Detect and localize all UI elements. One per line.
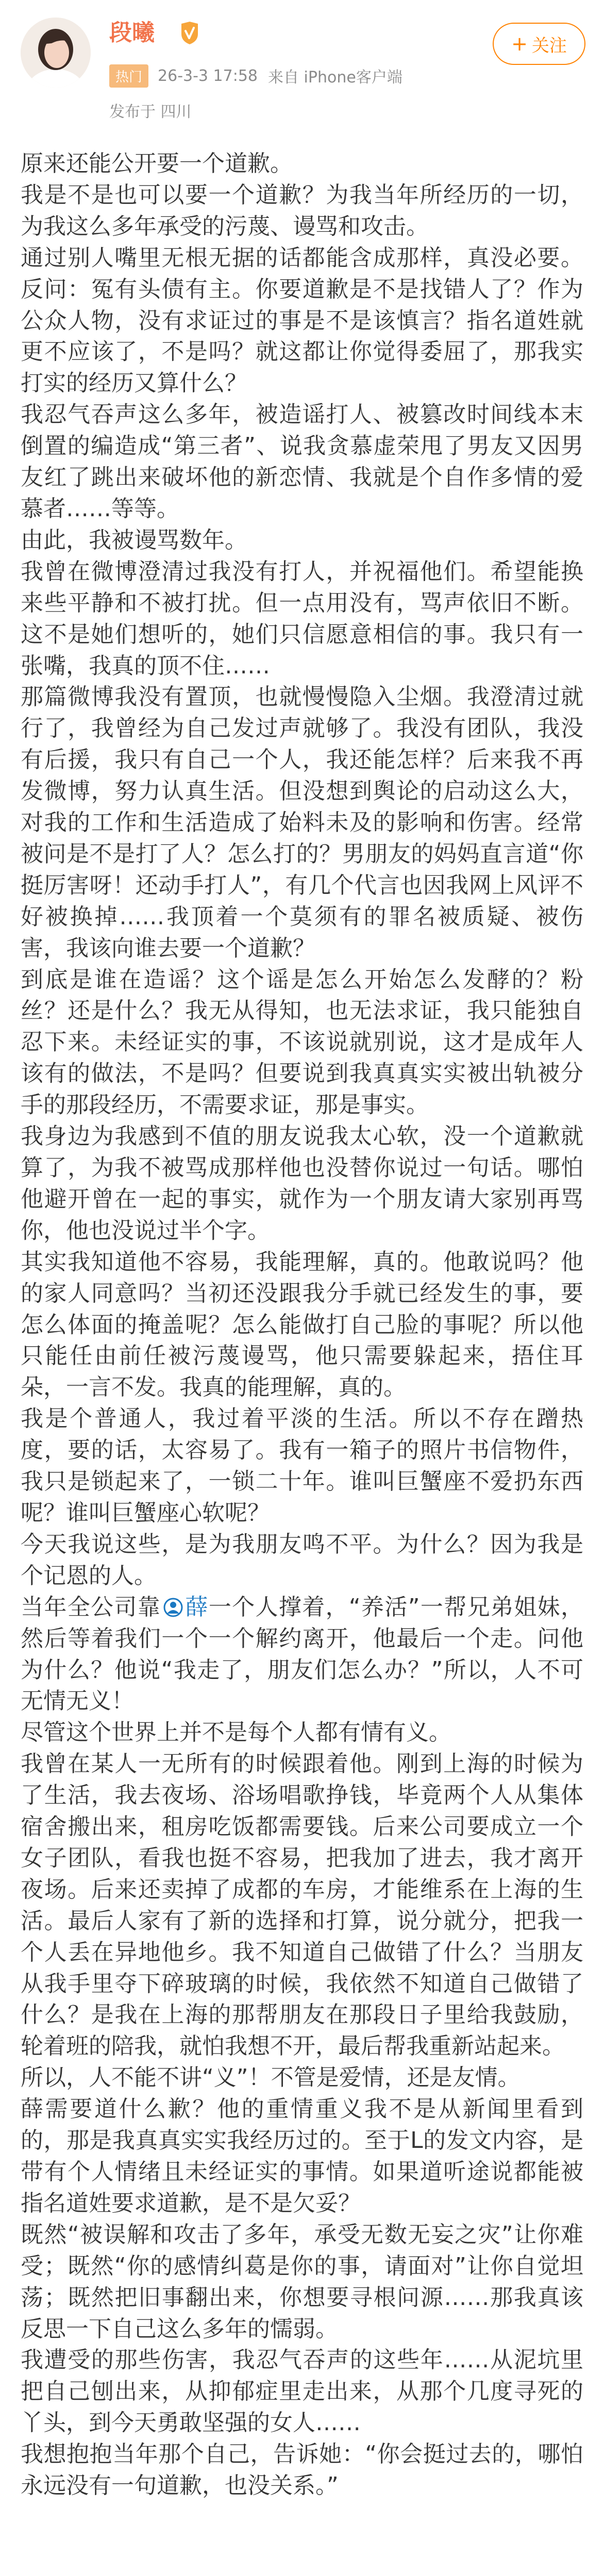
avatar-image xyxy=(21,18,91,88)
paragraph: 我忍气吞声这么多年，被造谣打人、被篡改时间线本末倒置的编造成“第三者”、说我贪慕虚荣甩了男友又因男友红了跳出来破坏他的新恋情、我就是个自作多情的爱慕者……等等。 xyxy=(21,401,583,522)
post-body xyxy=(21,148,583,2502)
avatar[interactable] xyxy=(21,18,91,88)
paragraph: 既然“被误解和攻击了多年，承受无数无妄之灾”让你难受；既然“你的感情纠葛是你的事，请面对”让你自觉坦荡；既然把旧事翻出来，你想要寻根问源……那我真该反思一下自己这么多年的懦弱。 xyxy=(21,2221,583,2342)
paragraph: 尽管这个世界上并不是每个人都有情有义。 xyxy=(21,1719,451,1746)
hot-tag: 热门 xyxy=(109,64,148,88)
post-header xyxy=(0,0,604,121)
paragraph-with-mention xyxy=(21,1592,583,1718)
paragraph: 所以，人不能不讲“义”！不管是爱情，还是友情。 xyxy=(21,2064,521,2091)
paragraph: 今天我说这些，是为我朋友鸣不平。为什么？因为我是个记恩的人。 xyxy=(21,1531,583,1589)
post-source: 来自 iPhone客户端 xyxy=(268,69,402,87)
paragraph: 我曾在微博澄清过我没有打人，并祝福他们。希望能换来些平静和不被打扰。但一点用没有，骂声依旧不断。这不是她们想听的，她们只信愿意相信的事。我只有一张嘴，我真的顶不住…… xyxy=(21,558,583,679)
paragraph: 我曾在某人一无所有的时候跟着他。刚到上海的时候为了生活，我去夜场、浴场唱歌挣钱，毕竟两个人从集体宿舍搬出来，租房吃饭都需要钱。后来公司要成立一个女子团队，看我也挺不容易，把我加了进去，我才离开夜场。后来还卖掉了成都的车房，才能维系在上海的生活。最后人家有了新的选择和打算，说分就分，把我一个人丢在异地他乡。我不知道自己做错了什么？当朋友从我手里夺下碎玻璃的时候，我依然不知道自己做错了什么？是我在上海的那帮朋友在那段日子里给我鼓励，轮着班的陪我，就怕我想不开，最后帮我重新站起来。 xyxy=(21,1751,583,2060)
follow-button[interactable] xyxy=(493,23,585,65)
paragraph: 到底是谁在造谣？这个谣是怎么开始怎么发酵的？粉丝？还是什么？我无从得知，也无法求证，我只能独自忍下来。未经证实的事，不该说就别说，这才是成年人该有的做法，不是吗？但要说到我真真实实被出轨被分手的那段经历，不需要求证，那是事实。 xyxy=(21,966,583,1118)
paragraph: 那篇微博我没有置顶，也就慢慢隐入尘烟。我澄清过就行了，我曾经为自己发过声就够了。我没有团队，我没有后援，我只有自己一个人，我还能怎样？后来我不再发微博，努力认真生活。但没想到舆论的启动这么大，对我的工作和生活造成了始料未及的影响和伤害。经常被问是不是打了人？怎么打的？男朋友的妈妈直言道“你挺厉害呀！还动手打人”，有几个代言也因我网上风评不好被换掉……我顶着一个莫须有的罪名被质疑、被伤害，我该向谁去要一个道歉？ xyxy=(21,684,583,961)
paragraph: 由此，我被谩骂数年。 xyxy=(21,527,247,553)
post-meta xyxy=(109,65,402,87)
user-tag-icon xyxy=(163,1597,183,1618)
paragraph: 其实我知道他不容易，我能理解，真的。他敢说吗？他的家人同意吗？当初还没跟我分手就已经发生的事，要怎么体面的掩盖呢？怎么能做打自己脸的事呢？所以他只能任由前任被污蔑谩骂，他只需要躲起来，捂住耳朵，一言不发。我真的能理解，真的。 xyxy=(21,1248,583,1401)
paragraph: 我是个普通人，我过着平淡的生活。所以不存在蹭热度，要的话，太容易了。我有一箱子的照片书信物件，我只是锁起来了，一锁二十年。谁叫巨蟹座不爱扔东西呢？谁叫巨蟹座心软呢？ xyxy=(21,1405,583,1526)
post-location: 发布于 四川 xyxy=(109,103,192,121)
paragraph: 我想抱抱当年那个自己，告诉她：“你会挺过去的，哪怕永远没有一句道歉，也没关系。” xyxy=(21,2441,583,2499)
vip-badge-icon xyxy=(179,21,200,45)
author-name[interactable]: 段曦 xyxy=(109,20,155,46)
paragraph: 我身边为我感到不值的朋友说我太心软，没一个道歉就算了，为我不被骂成那样他也没替你说过一句话。哪怕他避开曾在一起的事实，就作为一个朋友请大家别再骂你，他也没说过半个字。 xyxy=(21,1123,583,1244)
paragraph: 我遭受的那些伤害，我忍气吞声的这些年……从泥坑里把自己刨出来，从抑郁症里走出来，从那个几度寻死的丫头，到今天勇敢坚强的女人…… xyxy=(21,2347,583,2436)
mention-link[interactable]: 薛 xyxy=(184,1594,209,1620)
plus-icon: + xyxy=(511,32,528,55)
paragraph: 通过别人嘴里无根无据的话都能含成那样，真没必要。反问：冤有头债有主。你要道歉是不是找错人了？作为公众人物，没有求证过的事是不是该慎言？指名道姓就更不应该了，不是吗？就这都让你觉得委屈了，那我实打实的经历又算什么？ xyxy=(21,244,583,397)
paragraph: 薛需要道什么歉？他的重情重义我不是从新闻里看到的，那是我真真实实我经历过的。至于L的发文内容，是带有个人情绪且未经证实的事情。如果道听途说都能被指名道姓要求道歉，是不是欠妥？ xyxy=(21,2096,583,2216)
paragraph: 原来还能公开要一个道歉。 xyxy=(21,150,293,177)
mention-after: 一个人撑着，“养活”一帮兄弟姐妹，然后等着我们一个一个解约离开，他最后一个走。问他为什么？他说“我走了，朋友们怎么办？”所以，人不可无情无义！ xyxy=(21,1594,584,1715)
follow-label: 关注 xyxy=(531,35,567,56)
post-date: 26-3-3 17:58 xyxy=(158,66,258,85)
mention-before: 当年全公司靠 xyxy=(21,1594,161,1620)
paragraph: 我是不是也可以要一个道歉？为我当年所经历的一切，为我这么多年承受的污蔑、谩骂和攻击。 xyxy=(21,181,583,240)
